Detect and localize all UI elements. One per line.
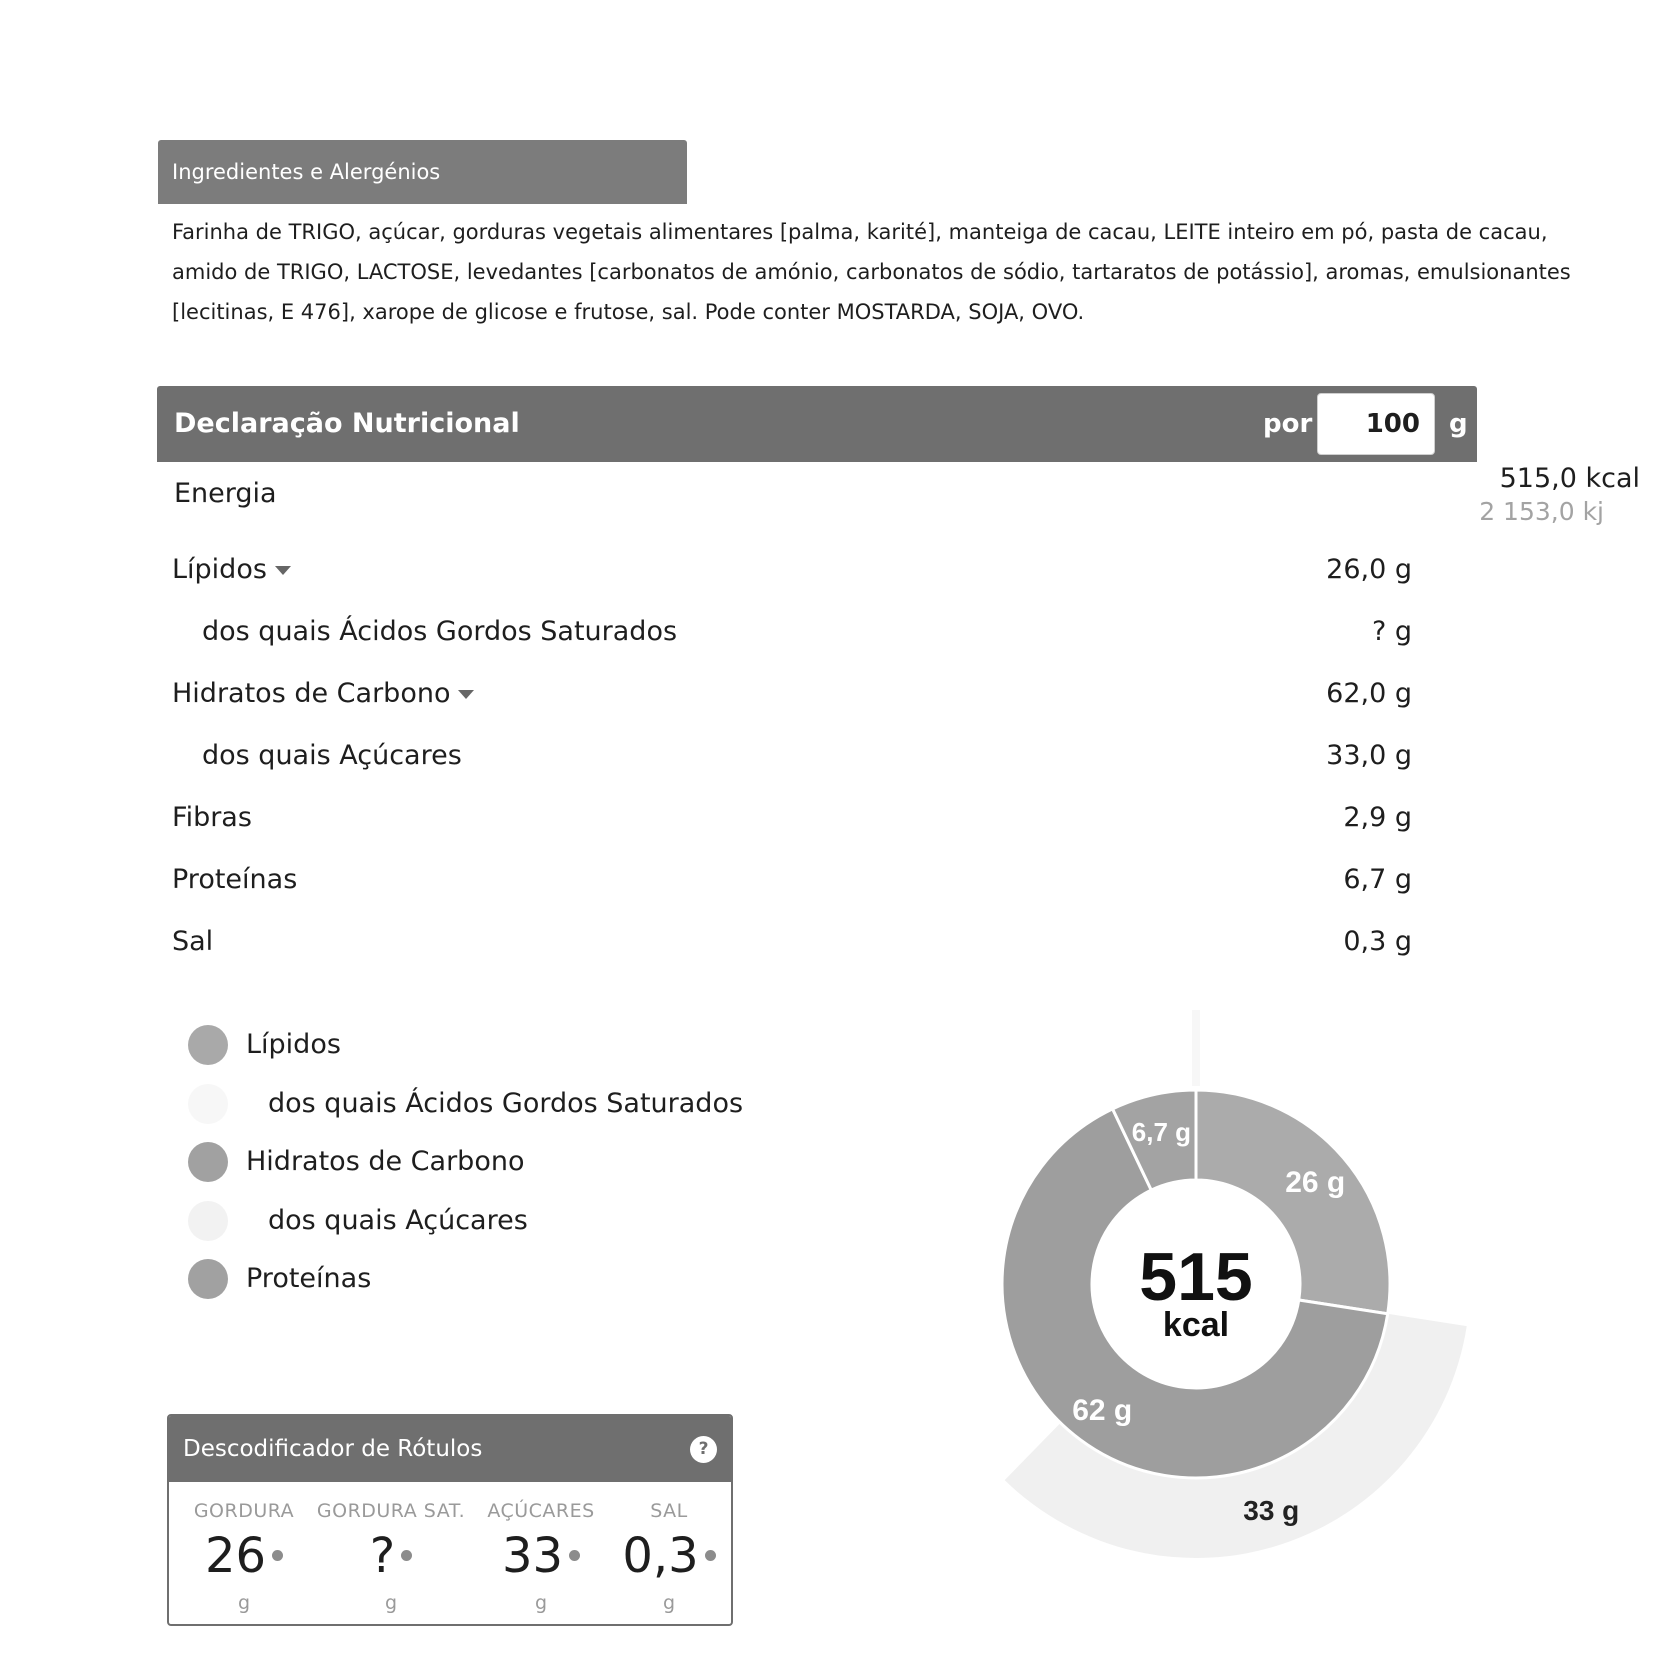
donut-slice-label: 6,7 g (1131, 1116, 1192, 1147)
help-icon[interactable]: ? (690, 1436, 717, 1463)
nutrient-value: 33,0 g (1326, 740, 1412, 771)
ingredients-title: Ingredientes e Alergénios (172, 160, 441, 184)
nutrient-label: Hidratos de Carbono (172, 674, 474, 714)
nutrient-value: 26,0 g (1326, 554, 1412, 585)
decoder-label: SAL (650, 1500, 688, 1522)
outer-slice-label: 33 g (1243, 1494, 1300, 1526)
decoder-value: 0,3 (611, 1528, 727, 1584)
legend-label: Lípidos (246, 1029, 341, 1060)
nutrient-label: Sal (172, 926, 214, 957)
decoder-label: AÇÚCARES (487, 1500, 595, 1522)
donut-slice-label: 26 g (1285, 1165, 1346, 1199)
nutrient-value: 0,3 g (1343, 926, 1412, 957)
decoder-label: GORDURA SAT. (316, 1500, 466, 1522)
legend-label: Hidratos de Carbono (246, 1146, 525, 1177)
decoder-title: Descodificador de Rótulos (183, 1436, 483, 1462)
nutrient-label: dos quais Açúcares (202, 740, 462, 771)
decoder-unit: g (662, 1592, 676, 1614)
nutrient-value: 2,9 g (1343, 802, 1412, 833)
nutrient-label: Proteínas (172, 864, 298, 895)
ingredients-line: [lecitinas, E 476], xarope de glicose e frutose, sal. Pode conter MOSTARDA, SOJA, OVO. (172, 300, 1085, 324)
portion-unit: g (1449, 409, 1468, 439)
nutrient-value: ? g (1371, 616, 1412, 647)
decoder-value: 33 (471, 1528, 611, 1584)
energy-kcal-value: 515,0 kcal (1499, 463, 1640, 494)
decoder-value: ? (311, 1528, 471, 1584)
per-label: por (1263, 409, 1313, 439)
nutrition-title: Declaração Nutricional (174, 408, 520, 439)
ingredients-line: Farinha de TRIGO, açúcar, gorduras vegetais alimentares [palma, karité], manteiga de cacau, LEITE inteiro em pó, pasta de cacau, (172, 220, 1548, 244)
nutrient-label: Fibras (172, 802, 252, 833)
energy-kj-value: 2 153,0 kj (1479, 497, 1604, 526)
donut-slice-label: 62 g (1072, 1393, 1133, 1427)
decoder-unit: g (384, 1592, 398, 1614)
decoder-unit: g (237, 1592, 251, 1614)
decoder-value: 26 (177, 1528, 311, 1584)
nutrient-value: 62,0 g (1326, 678, 1412, 709)
legend-label: dos quais Açúcares (268, 1205, 528, 1236)
ingredients-line: amido de TRIGO, LACTOSE, levedantes [carbonatos de amónio, carbonatos de sódio, tartaratos de potássio], aromas, emulsionantes (172, 260, 1571, 284)
nutrient-label: Lípidos (172, 550, 291, 590)
legend-label: dos quais Ácidos Gordos Saturados (268, 1088, 744, 1119)
energy-label: Energia (174, 478, 277, 509)
legend-label: Proteínas (246, 1263, 372, 1294)
nutrient-value: 6,7 g (1343, 864, 1412, 895)
portion-amount-input[interactable]: 100 (1317, 393, 1435, 455)
center-kcal-value: 515 (1139, 1239, 1253, 1315)
center-kcal-unit: kcal (1162, 1306, 1230, 1344)
decoder-label: GORDURA (193, 1500, 295, 1522)
decoder-unit: g (534, 1592, 548, 1614)
nutrient-label: dos quais Ácidos Gordos Saturados (202, 616, 678, 647)
